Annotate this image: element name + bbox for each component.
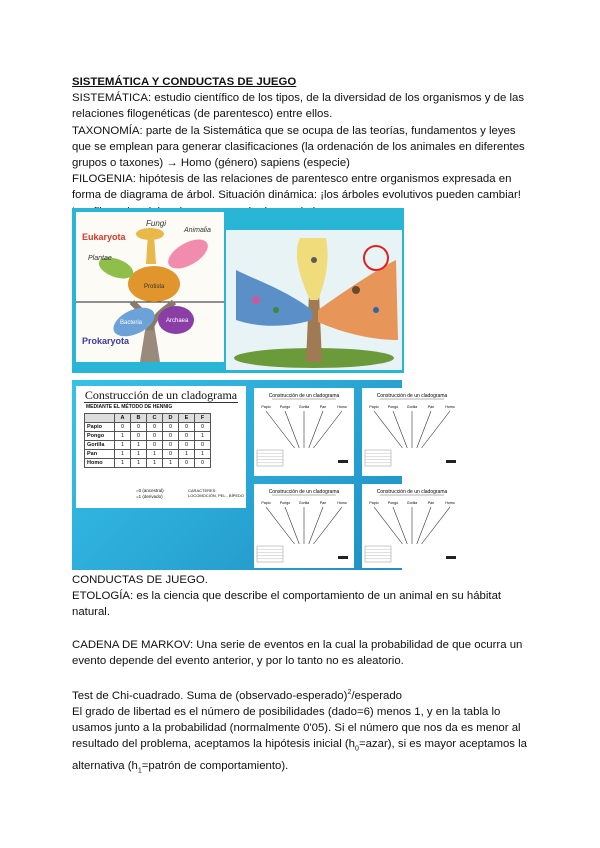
- cladogram-branch: [422, 507, 451, 544]
- hennig-matrix-panel: [76, 386, 246, 508]
- page-title: SISTEMÁTICA Y CONDUCTAS DE JUEGO: [72, 76, 297, 88]
- taxon-label: Pongo: [387, 501, 399, 505]
- dof-text-b: =azar), si es mayor aceptamos la alternativa (h: [72, 738, 528, 772]
- taxon-label: Papio: [261, 501, 271, 505]
- table-cell: 1: [131, 441, 147, 450]
- blank-line: [72, 669, 532, 685]
- table-cell: 0: [163, 432, 179, 441]
- mini-cladogram-title: Construcción de un cladograma: [268, 489, 340, 495]
- cladogram-branch: [422, 411, 451, 448]
- taxon-label: Papio: [369, 405, 379, 409]
- cladogram-figure: [72, 380, 455, 570]
- mini-character-bar: [338, 460, 348, 463]
- chi-text-b: /esperado: [351, 689, 403, 702]
- taxon-label: Pan: [427, 501, 435, 505]
- table-header-cell: A: [115, 414, 131, 423]
- table-cell: 1: [147, 450, 163, 459]
- table-cell: 1: [131, 450, 147, 459]
- mini-character-bar: [446, 556, 456, 559]
- cladogram-title: Construcción de un cladograma: [84, 388, 238, 402]
- section-2: [72, 572, 532, 779]
- taxon-label: Papio: [261, 405, 271, 409]
- table-header-cell: F: [195, 414, 211, 423]
- chi-superscript: 2: [347, 689, 352, 697]
- table-header-row: [85, 414, 211, 423]
- paragraph-degrees-freedom: [72, 704, 532, 779]
- mini-cladogram-title: Construcción de un cladograma: [268, 393, 340, 399]
- cladogram-branch: [314, 411, 343, 448]
- table-cell: 1: [115, 450, 131, 459]
- row-label-cell: Papio: [85, 423, 115, 432]
- legend-ancestral: =0 (ancestral): [136, 488, 164, 493]
- cladogram-step-1: [254, 388, 354, 476]
- table-cell: 0: [179, 423, 195, 432]
- mini-matrix: [365, 546, 391, 562]
- tree-of-life-figure: [72, 208, 404, 373]
- table-row: [85, 423, 211, 432]
- legend-characters: CARACTERES: LOCOMOCIÓN, PEL.. BÍPEDO: [188, 488, 245, 498]
- cladogram-branch: [285, 411, 299, 448]
- taxon-label: Pongo: [279, 501, 291, 505]
- table-cell: 1: [179, 450, 195, 459]
- domains-tree-image: [76, 212, 224, 362]
- dof-text-c: =patrón de comportamiento).: [141, 759, 289, 772]
- table-header-cell: C: [147, 414, 163, 423]
- table-cell: 0: [131, 432, 147, 441]
- table-row: [85, 441, 211, 450]
- paragraph-markov: CADENA DE MARKOV: Una serie de eventos en la cual la probabilidad de que ocurra un evento depende del evento anterior, y por lo tanto no es aleatorio.: [72, 638, 523, 667]
- table-cell: 1: [195, 432, 211, 441]
- paragraph-filogenia: FILOGENIA: hipótesis de las relaciones de parentesco entre organismos expresada en forma de diagrama de árbol. Situación dinámica: ¡los árboles evolutivos pueden cambiar!: [72, 173, 521, 202]
- table-row: [85, 450, 211, 459]
- legend-derived: =1 (derivado): [136, 494, 163, 499]
- table-cell: 0: [115, 423, 131, 432]
- row-label-cell: Gorilla: [85, 441, 115, 450]
- taxon-label: Homo: [445, 405, 455, 409]
- h1-subscript: 1: [137, 767, 142, 775]
- table-header-cell: E: [179, 414, 195, 423]
- table-cell: 1: [115, 441, 131, 450]
- taxon-label: Gorilla: [406, 405, 418, 409]
- table-row: [85, 432, 211, 441]
- paragraph-sistematica: SISTEMÁTICA: estudio científico de los tipos, de la diversidad de los organismos y de las relaciones filogenéticas (de parentesco) entre ellos.: [72, 92, 525, 121]
- cladogram-subtitle: MEDIANTE EL MÉTODO DE HENNIG: [86, 404, 173, 410]
- dof-text-a: El grado de libertad es el número de posibilidades (dado=6) menos 1, y en la tabla lo usamos junto a la probabilidad (normalmente 0'05). Si el número que nos da es menor al resultado del problema, aceptamos la hipótesis inicial (h: [72, 706, 521, 751]
- mini-cladogram-title: Construcción de un cladograma: [376, 393, 448, 399]
- label-protista: Protista: [144, 284, 165, 290]
- cladogram-branch: [417, 411, 431, 448]
- taxon-label: Homo: [337, 405, 347, 409]
- taxon-label: Pongo: [387, 405, 399, 409]
- table-body: [85, 423, 211, 468]
- evolutionary-tree-illustration: [226, 230, 402, 370]
- label-fungi: Fungi: [146, 219, 167, 228]
- table-cell: 0: [163, 441, 179, 450]
- cladogram-branch: [285, 507, 299, 544]
- table-cell: 0: [179, 432, 195, 441]
- table-header-cell: D: [163, 414, 179, 423]
- matrix-legend: [136, 488, 164, 500]
- taxon-label: Pongo: [279, 405, 291, 409]
- table-cell: 0: [195, 441, 211, 450]
- table-cell: 0: [179, 459, 195, 468]
- character-matrix-table: [84, 413, 211, 468]
- cladogram-branch: [309, 411, 323, 448]
- taxon-label: Pan: [319, 501, 327, 505]
- cladogram-step-2: [362, 388, 462, 476]
- cladogram-branch: [309, 507, 323, 544]
- table-header-cell: [85, 414, 115, 423]
- table-cell: 1: [147, 459, 163, 468]
- h0-subscript: 0: [355, 745, 359, 753]
- mini-cladogram-title: Construcción de un cladograma: [376, 489, 448, 495]
- taxon-label: Gorilla: [298, 405, 310, 409]
- mini-matrix: [257, 450, 283, 466]
- row-label-cell: Pongo: [85, 432, 115, 441]
- row-label-cell: Pan: [85, 450, 115, 459]
- taxon-label: Homo: [337, 501, 347, 505]
- mini-character-bar: [338, 556, 348, 559]
- table-cell: 0: [179, 441, 195, 450]
- table-cell: 0: [195, 459, 211, 468]
- table-cell: 0: [147, 432, 163, 441]
- taxon-label: Gorilla: [298, 501, 310, 505]
- mini-matrix: [365, 450, 391, 466]
- label-eukaryota: Eukaryota: [82, 232, 126, 242]
- table-cell: 1: [163, 459, 179, 468]
- row-label-cell: Homo: [85, 459, 115, 468]
- paragraph-chi-square: [72, 685, 532, 704]
- mini-character-bar: [446, 460, 456, 463]
- table-cell: 0: [163, 450, 179, 459]
- label-archaea: Archaea: [166, 318, 189, 324]
- table-cell: 0: [195, 423, 211, 432]
- cladogram-branch: [314, 507, 343, 544]
- cladogram-branch: [393, 507, 407, 544]
- blank-line: [72, 621, 532, 637]
- cladogram-branch: [266, 411, 295, 448]
- section-1: [72, 74, 532, 220]
- label-animalia: Animalia: [184, 227, 211, 234]
- label-bacteria: Bacteria: [120, 320, 143, 326]
- paragraph-etologia: ETOLOGÍA: es la ciencia que describe el comportamiento de un animal en su hábitat natural.: [72, 590, 502, 619]
- cladogram-step-4: [362, 484, 462, 568]
- cladogram-branch: [417, 507, 431, 544]
- taxon-label: Pan: [427, 405, 435, 409]
- table-cell: 1: [131, 459, 147, 468]
- chi-text-a: Test de Chi-cuadrado. Suma de (observado-esperado): [72, 689, 348, 702]
- cladogram-branch: [374, 507, 403, 544]
- cladogram-branch: [266, 507, 295, 544]
- paragraph-taxonomia: TAXONOMÍA: parte de la Sistemática que se ocupa de las teorías, fundamentos y leyes que se emplean para generar clasificaciones (la ordenación de los animales en diferentes grupos o taxones) → Homo (género) sapiens (especie): [72, 124, 525, 170]
- section-title-conductas: CONDUCTAS DE JUEGO.: [72, 574, 208, 586]
- cladogram-branch: [393, 411, 407, 448]
- table-cell: 0: [147, 423, 163, 432]
- mini-matrix: [257, 546, 283, 562]
- table-cell: 1: [115, 459, 131, 468]
- cladogram-step-3: [254, 484, 354, 568]
- table-header-cell: B: [131, 414, 147, 423]
- table-cell: 0: [163, 423, 179, 432]
- table-cell: 0: [147, 441, 163, 450]
- table-cell: 1: [195, 450, 211, 459]
- taxon-label: Homo: [445, 501, 455, 505]
- cladogram-branch: [374, 411, 403, 448]
- table-cell: 0: [131, 423, 147, 432]
- table-cell: 1: [115, 432, 131, 441]
- taxon-label: Papio: [369, 501, 379, 505]
- label-plantae: Plantae: [88, 255, 112, 262]
- label-prokaryota: Prokaryota: [82, 336, 130, 346]
- taxon-label: Pan: [319, 405, 327, 409]
- taxon-label: Gorilla: [406, 501, 418, 505]
- table-row: [85, 459, 211, 468]
